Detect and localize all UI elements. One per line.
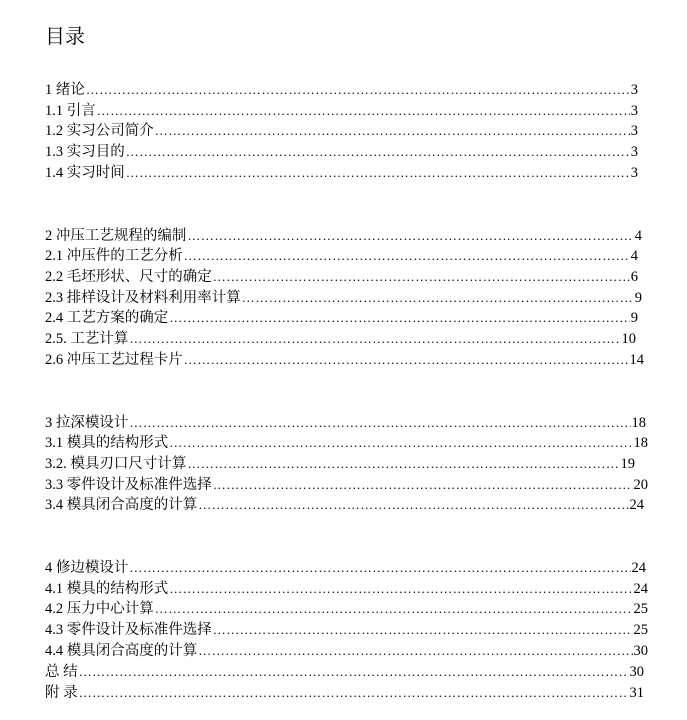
toc-entry-page: 3 xyxy=(630,165,638,181)
dot-leader xyxy=(169,433,632,453)
toc-entry-title: 1.1 引言 xyxy=(45,103,96,119)
dot-leader xyxy=(184,246,630,266)
toc-entry-page: 30 xyxy=(629,664,644,680)
dot-leader xyxy=(86,80,630,100)
toc-entry[interactable] xyxy=(45,267,638,287)
toc-entry-title: 2.2 毛坯形状、尺寸的确定 xyxy=(45,269,212,285)
toc-entry[interactable] xyxy=(45,121,638,141)
toc-entry-title: 2.3 排样设计及材料利用率计算 xyxy=(45,290,241,306)
dot-leader xyxy=(155,121,630,141)
dot-leader xyxy=(169,579,632,599)
toc-entry[interactable] xyxy=(45,246,638,266)
toc-entry[interactable] xyxy=(45,142,638,162)
toc-entry-page: 25 xyxy=(633,601,648,617)
toc-entry-page: 3 xyxy=(630,144,638,160)
toc-entry-page: 20 xyxy=(633,477,648,493)
dot-leader xyxy=(97,101,630,121)
toc-entry-title: 3.3 零件设计及标准件选择 xyxy=(45,477,212,493)
dot-leader xyxy=(79,683,629,703)
toc-entry-title: 3.4 模具闭合高度的计算 xyxy=(45,497,198,513)
toc-entry-title: 1.3 实习目的 xyxy=(45,144,125,160)
toc-entry-title: 附 录 xyxy=(45,685,78,701)
toc-entry[interactable] xyxy=(45,495,644,515)
toc-entry[interactable] xyxy=(45,163,638,183)
toc-entry-page: 3 xyxy=(630,103,638,119)
dot-leader xyxy=(213,475,633,495)
dot-leader xyxy=(126,142,630,162)
toc-entry-title: 1 绪论 xyxy=(45,82,85,98)
dot-leader xyxy=(155,599,633,619)
dot-leader xyxy=(213,267,630,287)
toc-entry-page: 3 xyxy=(630,82,638,98)
toc-entry-page: 24 xyxy=(633,581,648,597)
toc-entry[interactable] xyxy=(45,329,636,349)
dot-leader xyxy=(129,413,630,433)
toc-entry-title: 总 结 xyxy=(45,664,78,680)
toc-entry-title: 4.1 模具的结构形式 xyxy=(45,581,169,597)
dot-leader xyxy=(213,620,633,640)
toc-entry[interactable] xyxy=(45,226,642,246)
toc-entry-title: 1.4 实习时间 xyxy=(45,165,125,181)
dot-leader xyxy=(129,329,620,349)
dot-leader xyxy=(187,454,619,474)
toc-entry-page: 10 xyxy=(621,331,636,347)
toc-entry[interactable] xyxy=(45,662,644,682)
toc-entry[interactable] xyxy=(45,620,648,640)
toc-entry-page: 3 xyxy=(630,123,638,139)
toc-entry-title: 2.1 冲压件的工艺分析 xyxy=(45,248,183,264)
toc-entry-title: 1.2 实习公司简介 xyxy=(45,123,154,139)
toc-entry-title: 3 拉深模设计 xyxy=(45,415,129,431)
toc-entry[interactable] xyxy=(45,683,644,703)
toc-entry-page: 14 xyxy=(629,352,644,368)
toc-entry-title: 2.6 冲压工艺过程卡片 xyxy=(45,352,183,368)
page-title: 目录 xyxy=(45,24,85,48)
toc-entry[interactable] xyxy=(45,579,648,599)
toc-entry[interactable] xyxy=(45,599,648,619)
dot-leader xyxy=(198,495,628,515)
dot-leader xyxy=(242,288,634,308)
toc-entry[interactable] xyxy=(45,454,635,474)
toc-entry-title: 3.1 模具的结构形式 xyxy=(45,435,169,451)
toc-entry-page: 18 xyxy=(633,435,648,451)
toc-entry-title: 4.2 压力中心计算 xyxy=(45,601,154,617)
toc-entry[interactable] xyxy=(45,308,638,328)
toc-entry-page: 30 xyxy=(633,643,648,659)
toc-entry[interactable] xyxy=(45,433,648,453)
toc-entry-page: 31 xyxy=(629,685,644,701)
dot-leader xyxy=(169,308,630,328)
dot-leader xyxy=(129,558,630,578)
toc-entry-page: 6 xyxy=(630,269,638,285)
toc-entry-title: 3.2. 模具刃口尺寸计算 xyxy=(45,456,187,472)
dot-leader xyxy=(187,226,633,246)
toc-entry-page: 24 xyxy=(631,560,646,576)
toc-entry[interactable] xyxy=(45,350,644,370)
toc-entry[interactable] xyxy=(45,475,648,495)
toc-entry-title: 2.5. 工艺计算 xyxy=(45,331,129,347)
toc-entry[interactable] xyxy=(45,558,646,578)
toc-entry-page: 9 xyxy=(634,290,642,306)
toc-entry[interactable] xyxy=(45,641,648,661)
toc-entry-page: 18 xyxy=(631,415,646,431)
dot-leader xyxy=(198,641,632,661)
toc-entry-title: 4 修边模设计 xyxy=(45,560,129,576)
toc-entry-title: 2.4 工艺方案的确定 xyxy=(45,310,169,326)
dot-leader xyxy=(126,163,630,183)
toc-entry-page: 24 xyxy=(629,497,644,513)
toc-entry-title: 2 冲压工艺规程的编制 xyxy=(45,228,187,244)
toc-entry-page: 4 xyxy=(634,228,642,244)
toc-entry[interactable] xyxy=(45,101,638,121)
dot-leader xyxy=(79,662,629,682)
toc-entry-page: 19 xyxy=(620,456,635,472)
toc-entry-title: 4.4 模具闭合高度的计算 xyxy=(45,643,198,659)
toc-entry-page: 25 xyxy=(633,622,648,638)
toc-entry[interactable] xyxy=(45,413,646,433)
toc-entry[interactable] xyxy=(45,288,642,308)
dot-leader xyxy=(184,350,629,370)
toc-entry-page: 4 xyxy=(630,248,638,264)
toc-entry-page: 9 xyxy=(630,310,638,326)
toc-entry[interactable] xyxy=(45,80,638,100)
toc-entry-title: 4.3 零件设计及标准件选择 xyxy=(45,622,212,638)
